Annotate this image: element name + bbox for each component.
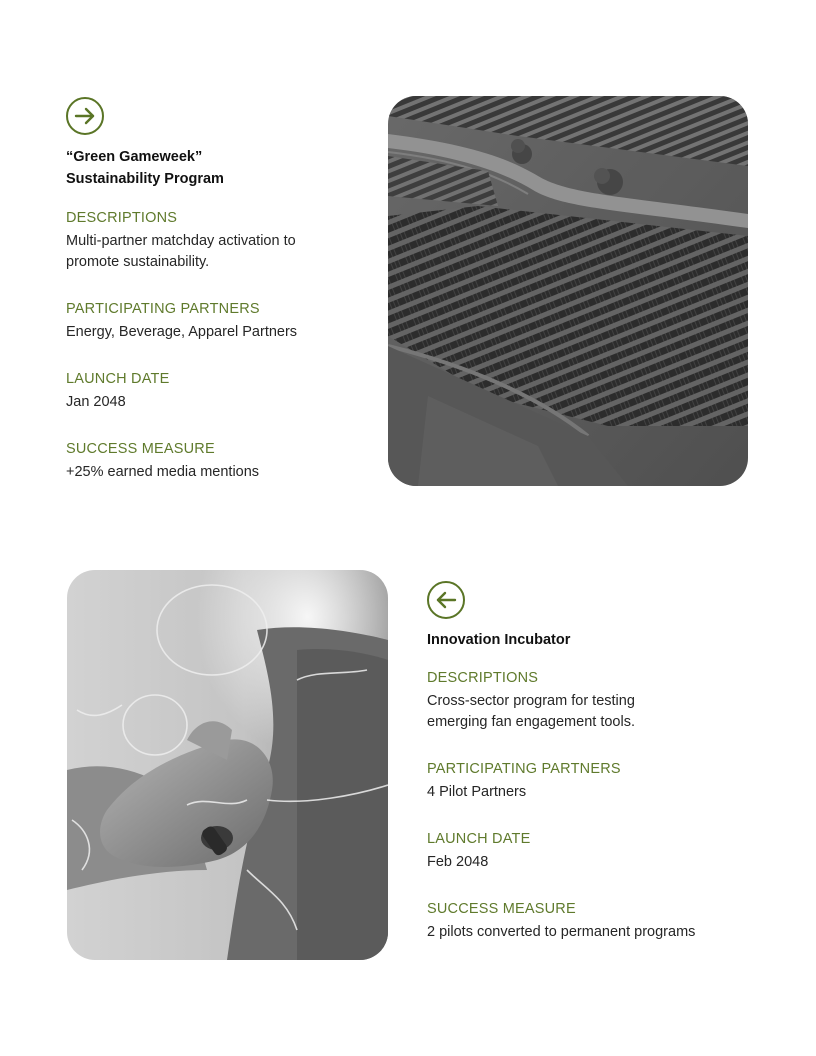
- success-measure-value: 2 pilots converted to permanent programs: [427, 924, 696, 940]
- descriptions-line-2: promote sustainability.: [66, 254, 210, 270]
- success-measure-label: SUCCESS MEASURE: [427, 901, 576, 917]
- arrow-right-circle-icon: [66, 97, 104, 135]
- descriptions-label: DESCRIPTIONS: [66, 210, 178, 226]
- launch-date-label: LAUNCH DATE: [427, 831, 531, 847]
- success-measure-value: +25% earned media mentions: [66, 464, 260, 480]
- partners-value: Energy, Beverage, Apparel Partners: [66, 324, 298, 340]
- descriptions-value: [66, 231, 366, 273]
- descriptions-value: [427, 691, 747, 733]
- descriptions-label: DESCRIPTIONS: [427, 670, 539, 686]
- descriptions-line-1: Cross-sector program for testing: [427, 693, 635, 709]
- program-title-line-2: Sustainability Program: [66, 171, 224, 187]
- partners-label: PARTICIPATING PARTNERS: [66, 301, 260, 317]
- partners-label: PARTICIPATING PARTNERS: [427, 761, 621, 777]
- partners-value: 4 Pilot Partners: [427, 784, 527, 800]
- success-measure-label: SUCCESS MEASURE: [66, 441, 215, 457]
- program-title-line-1: Innovation Incubator: [427, 632, 571, 648]
- program-title: [66, 146, 366, 190]
- program-1: [66, 97, 366, 483]
- solar-farm-aerial-photo: [388, 96, 748, 486]
- program-title-line-1: “Green Gameweek”: [66, 149, 203, 165]
- program-title: [427, 629, 747, 651]
- descriptions-line-1: Multi-partner matchday activation to: [66, 233, 296, 249]
- hand-writing-on-glass-photo: [67, 570, 388, 960]
- arrow-left-circle-icon: [427, 581, 465, 619]
- launch-date-value: Jan 2048: [66, 394, 126, 410]
- launch-date-label: LAUNCH DATE: [66, 371, 170, 387]
- launch-date-value: Feb 2048: [427, 854, 489, 870]
- descriptions-line-2: emerging fan engagement tools.: [427, 714, 635, 730]
- program-2: [427, 581, 747, 943]
